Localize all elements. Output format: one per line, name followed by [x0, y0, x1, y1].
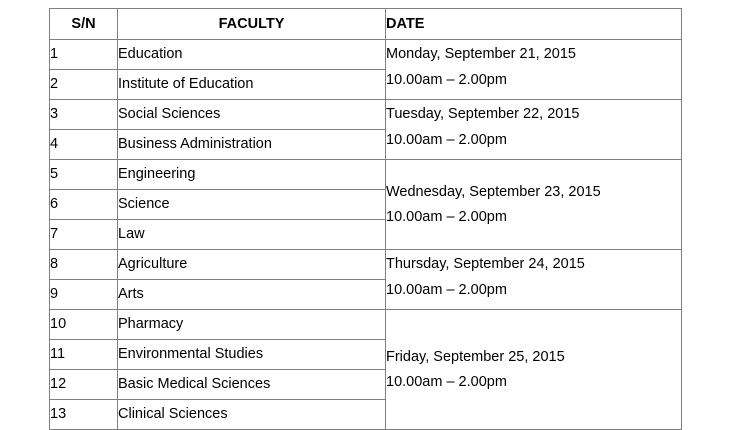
cell-sn: 1: [50, 40, 118, 70]
table-row: [50, 310, 682, 340]
cell-date: [386, 40, 682, 100]
column-header-faculty: FACULTY: [118, 9, 386, 40]
cell-date: [386, 250, 682, 310]
date-time-text: 10.00am – 2.00pm: [386, 374, 507, 390]
date-time-text: 10.00am – 2.00pm: [386, 131, 507, 148]
date-time-text: 10.00am – 2.00pm: [386, 281, 507, 298]
cell-sn: 2: [50, 70, 118, 100]
cell-faculty: Engineering: [118, 160, 386, 190]
cell-sn: 12: [50, 370, 118, 400]
cell-sn: 8: [50, 250, 118, 280]
table-header: [50, 9, 682, 40]
column-header-date: DATE: [386, 9, 682, 40]
table-header-row: [50, 9, 682, 40]
cell-faculty: Agriculture: [118, 250, 386, 280]
date-time-text: 10.00am – 2.00pm: [386, 71, 507, 88]
table-row: [50, 100, 682, 130]
cell-date: [386, 160, 682, 250]
cell-sn: 9: [50, 280, 118, 310]
cell-faculty: Institute of Education: [118, 70, 386, 100]
cell-faculty: Environmental Studies: [118, 340, 386, 370]
date-day-text: Thursday, September 24, 2015: [386, 256, 585, 272]
table-row: [50, 250, 682, 280]
cell-sn: 3: [50, 100, 118, 130]
date-day-text: Monday, September 21, 2015: [386, 46, 576, 62]
date-day-text: Tuesday, September 22, 2015: [386, 106, 580, 122]
cell-date: [386, 100, 682, 160]
cell-date: [386, 310, 682, 430]
cell-faculty: Social Sciences: [118, 100, 386, 130]
table-body: [50, 40, 682, 430]
cell-sn: 4: [50, 130, 118, 160]
cell-sn: 10: [50, 310, 118, 340]
date-time-text: 10.00am – 2.00pm: [386, 209, 507, 225]
cell-faculty: Pharmacy: [118, 310, 386, 340]
cell-sn: 13: [50, 400, 118, 430]
cell-sn: 6: [50, 190, 118, 220]
cell-sn: 5: [50, 160, 118, 190]
table-row: [50, 160, 682, 190]
date-day-text: Friday, September 25, 2015: [386, 348, 565, 365]
cell-faculty: Basic Medical Sciences: [118, 370, 386, 400]
cell-faculty: Education: [118, 40, 386, 70]
column-header-sn: S/N: [50, 9, 118, 40]
cell-faculty: Arts: [118, 280, 386, 310]
cell-sn: 7: [50, 220, 118, 250]
cell-sn: 11: [50, 340, 118, 370]
cell-faculty: Science: [118, 190, 386, 220]
cell-faculty: Law: [118, 220, 386, 250]
date-day-text: Wednesday, September 23, 2015: [386, 183, 601, 200]
faculty-schedule-table: [49, 8, 682, 430]
cell-faculty: Business Administration: [118, 130, 386, 160]
cell-faculty: Clinical Sciences: [118, 400, 386, 430]
table-row: [50, 40, 682, 70]
